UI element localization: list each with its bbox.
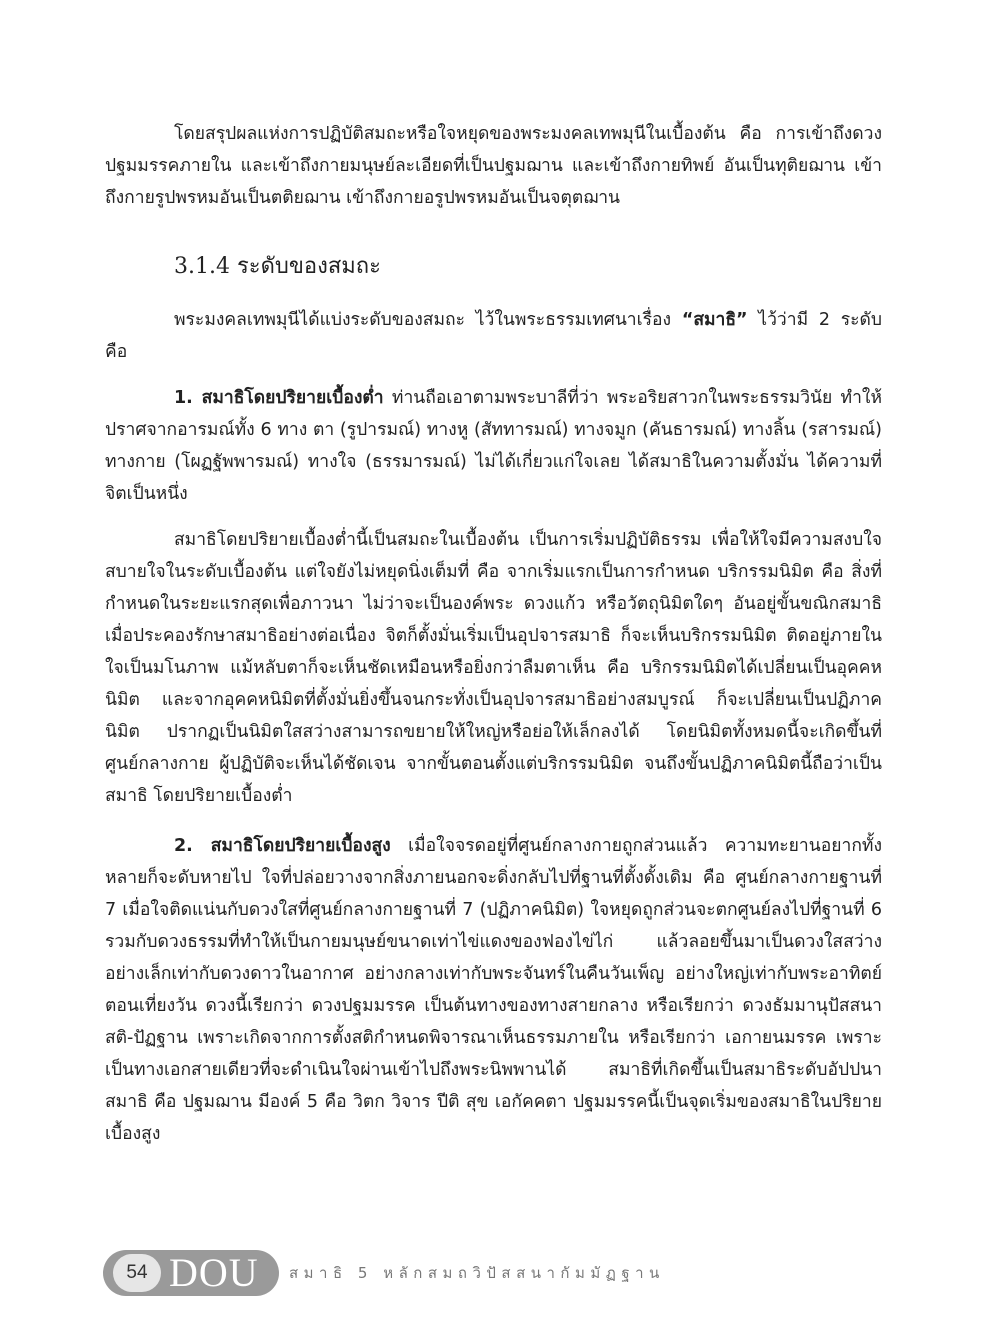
section-heading: 3.1.4 ระดับของสมถะ	[174, 254, 381, 279]
intro-text-a: พระมงคลเทพมุนีได้แบ่งระดับของสมถะ ไว้ในพระธรรมเทศนาเรื่อง	[174, 310, 682, 330]
page-number: 54	[113, 1254, 161, 1292]
paragraph-level-2	[105, 830, 882, 1150]
running-title: สมาธิ 5 หลักสมถวิปัสสนากัมมัฏฐาน	[289, 1264, 665, 1282]
level-1-text: ท่านถือเอาตามพระบาลีที่ว่า พระอริยสาวกในพระธรรมวินัย ทำให้ปราศจากอารมณ์ทั้ง 6 ทาง ตา (รูปารมณ์) ทางหู (สัททารมณ์) ทางจมูก (คันธารมณ์) ทางลิ้น (รสารมณ์) ทางกาย (โผฏฐัพพารมณ์) ทางใจ (ธรรมารมณ์) ไม่ได้เกี่ยวแก่ใจเลย ได้สมาธิในความตั้งมั่น ได้ความที่จิตเป็นหนึ่ง	[105, 388, 883, 504]
page-body	[105, 118, 882, 1150]
page-footer	[103, 1249, 665, 1297]
intro-bold: “สมาธิ”	[681, 310, 748, 330]
level-2-text: เมื่อใจจรดอยู่ที่ศูนย์กลางกายถูกส่วนแล้ว ความทะยานอยากทั้งหลายก็จะดับหายไป ใจที่ปล่อยวางจากสิ่งภายนอกจะดิ่งกลับไปที่ฐานที่ตั้งดั้งเดิม คือ ศูนย์กลางกายฐานที่ 7 เมื่อใจติดแน่นกับดวงใสที่ศูนย์กลางกายฐานที่ 7 (ปฏิภาคนิมิต) ใจหยุดถูกส่วนจะตกศูนย์ลงไปที่ฐานที่ 6 รวมกับดวงธรรมที่ทำให้เป็นกายมนุษย์ขนาดเท่าไข่แดงของฟองไข่ไก่ แล้วลอยขึ้นมาเป็นดวงใสสว่างอย่างเล็กเท่ากับดวงดาวในอากาศ อย่างกลางเท่ากับพระจันทร์ในคืนวันเพ็ญ อย่างใหญ่เท่ากับพระอาทิตย์ตอนเที่ยงวัน ดวงนี้เรียกว่า ดวงปฐมมรรค เป็นต้นทางของทางสายกลาง หรือเรียกว่า ดวงธัมมานุปัสสนาสติ-ปัฏฐาน เพราะเกิดจากการตั้งสติกำหนดพิจารณาเห็นธรรมภายใน หรือเรียกว่า เอกายนมรรค เพราะเป็นทางเอกสายเดียวที่จะดำเนินใจผ่านเข้าไปถึงพระนิพพานได้ สมาธิที่เกิดขึ้นเป็นสมาธิระดับอัปปนาสมาธิ คือ ปฐมฌาน มีองค์ 5 คือ วิตก วิจาร ปีติ สุข เอกัคคตา ปฐมมรรคนี้เป็นจุดเริ่มของสมาธิในปริยายเบื้องสูง	[105, 836, 882, 1144]
level-2-heading: 2. สมาธิโดยปริยายเบื้องสูง	[174, 836, 391, 856]
brand-logo-text: DOU	[169, 1250, 259, 1295]
paragraph-intro	[105, 304, 882, 368]
paragraph-summary: โดยสรุปผลแห่งการปฏิบัติสมถะหรือใจหยุดของพระมงคลเทพมุนีในเบื้องต้น คือ การเข้าถึงดวงปฐมมรรคภายใน และเข้าถึงกายมนุษย์ละเอียดที่เป็นปฐมฌาน และเข้าถึงกายทิพย์ อันเป็นทุติยฌาน เข้าถึงกายรูปพรหมอันเป็นตติยฌาน เข้าถึงกายอรูปพรหมอันเป็นจตุตฌาน	[105, 124, 882, 208]
footer-badge	[103, 1250, 279, 1296]
level-1-heading: 1. สมาธิโดยปริยายเบื้องต่ำ	[174, 388, 384, 408]
intro-text-b: ไว้ว่ามี 2 ระดับ คือ	[105, 310, 882, 362]
paragraph-level-1-detail: สมาธิโดยปริยายเบื้องต่ำนี้เป็นสมถะในเบื้องต้น เป็นการเริ่มปฏิบัติธรรม เพื่อให้ใจมีความสงบใจ สบายใจในระดับเบื้องต้น แต่ใจยังไม่หยุดนิ่งเต็มที่ คือ จากเริ่มแรกเป็นการกำหนด บริกรรมนิมิต คือ สิ่งที่กำหนดในระยะแรกสุดเพื่อภาวนา ไม่ว่าจะเป็นองค์พระ ดวงแก้ว หรือวัตถุนิมิตใดๆ อันอยู่ขั้นขณิกสมาธิ เมื่อประคองรักษาสมาธิอย่างต่อเนื่อง จิตก็ตั้งมั่นเริ่มเป็นอุปจารสมาธิ ก็จะเห็นบริกรรมนิมิต ติดอยู่ภายในใจเป็นมโนภาพ แม้หลับตาก็จะเห็นชัดเหมือนหรือยิ่งกว่าลืมตาเห็น คือ บริกรรมนิมิตได้เปลี่ยนเป็นอุคคหนิมิต และจากอุคคหนิมิตที่ตั้งมั่นยิ่งขึ้นจนกระทั่งเป็นอุปจารสมาธิอย่างสมบูรณ์ ก็จะเปลี่ยนเป็นปฏิภาคนิมิต ปรากฏเป็นนิมิตใสสว่างสามารถขยายให้ใหญ่หรือย่อให้เล็กลงได้ โดยนิมิตทั้งหมดนี้จะเกิดขึ้นที่ศูนย์กลางกาย ผู้ปฏิบัติจะเห็นได้ชัดเจน จากขั้นตอนตั้งแต่บริกรรมนิมิต จนถึงขั้นปฏิภาคนิมิตนี้ถือว่าเป็นสมาธิ โดยปริยายเบื้องต่ำ	[105, 530, 882, 806]
paragraph-level-1	[105, 382, 882, 510]
